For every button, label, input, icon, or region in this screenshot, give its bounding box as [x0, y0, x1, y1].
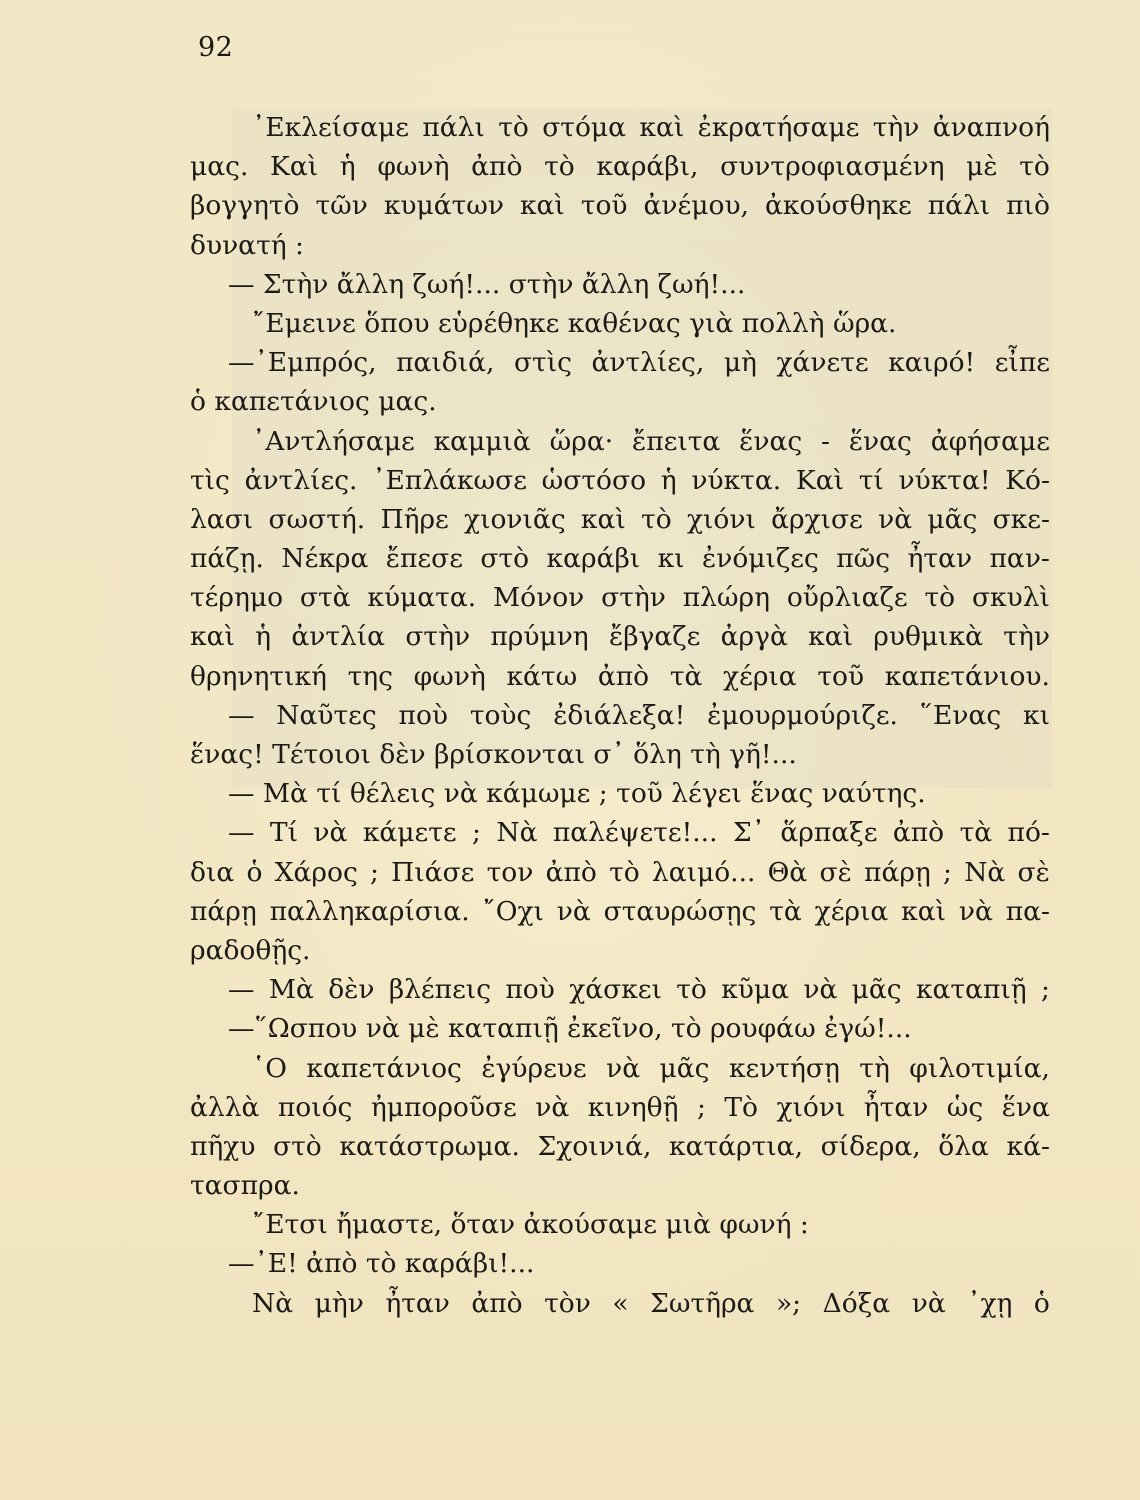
text-line: ᾿Αντλήσαμε καμμιὰ ὥρα· ἔπειτα ἕνας - ἕνας ἀφήσαμε — [252, 425, 1050, 457]
text-line: — Τί νὰ κάμετε ; Νὰ παλέψετε!... Σ᾿ ἅρπαξε ἀπὸ τὰ πό- — [228, 817, 1050, 849]
text-line: πάρῃ παλληκαρίσια. ῎Οχι νὰ σταυρώσῃς τὰ χέρια καὶ νὰ πα- — [190, 895, 1050, 927]
text-line: —᾿Ε! ἀπὸ τὸ καράβι!... — [228, 1248, 535, 1280]
text-line: ῎Εμεινε ὅπου εὑρέθηκε καθένας γιὰ πολλὴ ὥρα. — [252, 307, 897, 339]
text-line: βογγητὸ τῶν κυμάτων καὶ τοῦ ἀνέμου, ἀκούσθηκε πάλι πιὸ — [190, 190, 1050, 222]
text-line: ᾿Εκλείσαμε πάλι τὸ στόμα καὶ ἐκρατήσαμε τὴν ἀναπνοή — [252, 112, 1050, 143]
text-line: —᾿Εμπρός, παιδιά, στὶς ἀντλίες, μὴ χάνετε καιρό! εἶπε — [228, 347, 1050, 379]
text-line: — Ναῦτες ποὺ τοὺς ἐδιάλεξα! ἐμουρμούριζε. ῞Ενας κι — [228, 699, 1050, 731]
text-line: θρηνητική της φωνὴ κάτω ἀπὸ τὰ χέρια τοῦ καπετάνιου. — [190, 660, 1050, 692]
text-line: — Μὰ δὲν βλέπεις ποὺ χάσκει τὸ κῦμα νὰ μᾶς καταπιῇ ; — [228, 974, 1050, 1006]
text-line: δυνατή : — [190, 229, 304, 261]
body-text — [190, 108, 1050, 1323]
page-number: 92 — [198, 32, 234, 63]
text-line: τέρημο στὰ κύματα. Μόνον στὴν πλώρη οὔρλιαζε τὸ σκυλὶ — [190, 582, 1050, 614]
text-line: καὶ ἡ ἀντλία στὴν πρύμνη ἔβγαζε ἀργὰ καὶ ρυθμικὰ τὴν — [190, 621, 1050, 653]
text-line: πάζῃ. Νέκρα ἔπεσε στὸ καράβι κι ἐνόμιζες πῶς ἦταν παν- — [190, 543, 1050, 575]
text-line: — Στὴν ἄλλη ζωή!... στὴν ἄλλη ζωή!... — [228, 268, 746, 300]
text-line: λασι σωστή. Πῆρε χιονιᾶς καὶ τὸ χιόνι ἄρχισε νὰ μᾶς σκε- — [190, 503, 1050, 535]
text-line: πῆχυ στὸ κατάστρωμα. Σχοινιά, κατάρτια, σίδερα, ὅλα κά- — [190, 1130, 1050, 1162]
text-line: τὶς ἀντλίες. ᾿Επλάκωσε ὡστόσο ἡ νύκτα. Καὶ τί νύκτα! Κό- — [190, 464, 1050, 496]
text-line: ραδοθῇς. — [190, 934, 311, 966]
text-line: μας. Καὶ ἡ φωνὴ ἀπὸ τὸ καράβι, συντροφιασμένη μὲ τὸ — [190, 151, 1050, 183]
text-line: Νὰ μὴν ἦταν ἀπὸ τὸν « Σωτῆρα »; Δόξα νὰ ᾿χῃ ὁ — [252, 1287, 1050, 1319]
text-line: —῞Ωσπου νὰ μὲ καταπιῇ ἐκεῖνο, τὸ ρουφάω ἐγώ!... — [228, 1013, 912, 1045]
text-line: — Μὰ τί θέλεις νὰ κάμωμε ; τοῦ λέγει ἕνας ναύτης. — [228, 778, 926, 810]
text-line: τασπρα. — [190, 1170, 300, 1202]
text-line: δια ὁ Χάρος ; Πιάσε τον ἀπὸ τὸ λαιμό... Θὰ σὲ πάρῃ ; Νὰ σὲ — [190, 856, 1050, 888]
text-line: ὁ καπετάνιος μας. — [190, 386, 437, 418]
text-line: ῾Ο καπετάνιος ἐγύρευε νὰ μᾶς κεντήσῃ τὴ φιλοτιμία, — [252, 1052, 1050, 1084]
text-line: ἕνας! Τέτοιοι δὲν βρίσκονται σ᾿ ὅλη τὴ γῆ!... — [190, 739, 797, 770]
text-line: ῎Ετσι ἤμαστε, ὅταν ἀκούσαμε μιὰ φωνή : — [252, 1209, 809, 1241]
text-line: ἀλλὰ ποιός ἠμποροῦσε νὰ κινηθῇ ; Τὸ χιόνι ἦταν ὡς ἕνα — [190, 1091, 1050, 1123]
